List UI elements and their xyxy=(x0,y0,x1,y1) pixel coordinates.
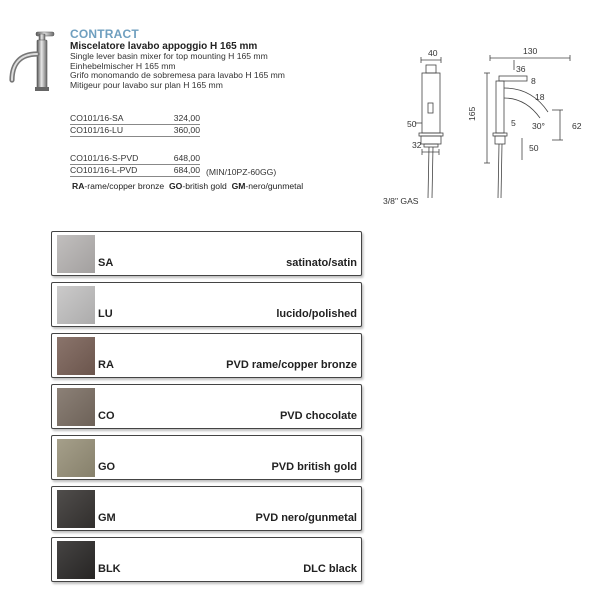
dimension-label: 50 xyxy=(407,119,417,129)
dimension-label: 130 xyxy=(523,48,538,56)
finish-card-sa[interactable] xyxy=(51,231,362,276)
product-code: CO101/16-SA xyxy=(70,113,124,123)
product-title: Miscelatore lavabo appoggio H 165 mm xyxy=(70,41,258,52)
product-price: 684,00 xyxy=(173,165,200,175)
dimension-label: 50 xyxy=(529,143,539,153)
dimension-label: 62 xyxy=(572,121,582,131)
product-price: 648,00 xyxy=(173,153,200,163)
finish-card-blk[interactable] xyxy=(51,537,362,582)
finish-name: satinato/satin xyxy=(286,257,357,269)
brand-name: CONTRACT xyxy=(70,27,139,41)
finish-name: PVD nero/gunmetal xyxy=(255,512,357,524)
finish-card-gm[interactable] xyxy=(51,486,362,531)
code-row xyxy=(70,165,200,177)
faucet-thumbnail-icon xyxy=(6,30,58,92)
product-code: CO101/16-LU xyxy=(70,125,124,135)
finish-code: GM xyxy=(98,512,116,524)
finish-swatch xyxy=(57,286,95,324)
technical-drawing xyxy=(380,48,590,198)
order-note: (MIN/10PZ-60GG) xyxy=(206,167,277,177)
finish-swatch xyxy=(57,541,95,579)
description-es: Grifo monomando de sobremesa para lavabo H 165 mm xyxy=(70,70,285,81)
dimension-label: 40 xyxy=(428,48,438,58)
finish-code: LU xyxy=(98,308,113,320)
dimension-label: 30° xyxy=(532,121,545,131)
dimension-label: 32 xyxy=(412,140,422,150)
finish-code: CO xyxy=(98,410,115,422)
legend-code: GO xyxy=(168,181,183,191)
dimension-label: 8 xyxy=(531,76,536,86)
pvd-legend xyxy=(72,181,303,191)
legend-text: -british gold xyxy=(182,181,227,191)
legend-text: -nero/gunmetal xyxy=(245,181,304,191)
legend-code: GM xyxy=(231,181,246,191)
finish-name: DLC black xyxy=(303,563,357,575)
finish-swatch xyxy=(57,490,95,528)
product-price: 360,00 xyxy=(173,125,200,135)
product-code: CO101/16-S-PVD xyxy=(70,153,139,163)
finish-name: lucido/polished xyxy=(276,308,357,320)
finish-name: PVD rame/copper bronze xyxy=(226,359,357,371)
finish-name: PVD chocolate xyxy=(279,410,357,422)
finish-swatch xyxy=(57,337,95,375)
dimension-label: 36 xyxy=(516,64,526,74)
finish-card-co[interactable] xyxy=(51,384,362,429)
dimension-label: 5 xyxy=(511,118,516,128)
finish-code: RA xyxy=(98,359,114,371)
product-descriptions xyxy=(70,52,285,90)
finish-code: GO xyxy=(98,461,116,473)
product-price: 324,00 xyxy=(173,113,200,123)
finish-code: SA xyxy=(98,257,114,269)
finish-card-lu[interactable] xyxy=(51,282,362,327)
code-row xyxy=(70,113,200,125)
finish-code: BLK xyxy=(98,563,121,575)
legend-code: RA xyxy=(72,181,85,191)
connection-label: 3/8" GAS xyxy=(383,196,419,206)
finish-swatch xyxy=(57,235,95,273)
code-row xyxy=(70,125,200,137)
finish-swatch xyxy=(57,388,95,426)
legend-text: -rame/copper bronze xyxy=(84,181,165,191)
finish-name: PVD british gold xyxy=(271,461,357,473)
description-fr: Mitigeur pour lavabo sur plan H 165 mm xyxy=(70,79,223,90)
code-row xyxy=(70,153,200,165)
finish-card-go[interactable] xyxy=(51,435,362,480)
product-code: CO101/16-L-PVD xyxy=(70,165,138,175)
description-de: Einhebelmischer H 165 mm xyxy=(70,60,176,71)
finish-card-ra[interactable] xyxy=(51,333,362,378)
dimension-label: 165 xyxy=(467,106,477,121)
description-en: Single lever basin mixer for top mounting H 165 mm xyxy=(70,51,268,61)
finish-swatch xyxy=(57,439,95,477)
dimension-label: 18 xyxy=(535,92,545,102)
